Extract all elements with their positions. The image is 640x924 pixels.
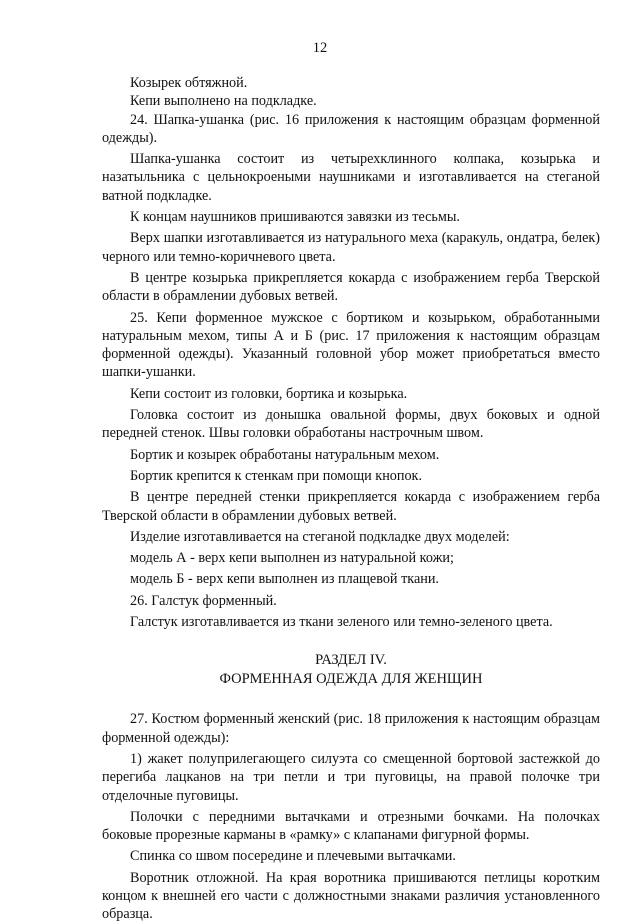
paragraph: модель Б - верх кепи выполнен из плащевой ткани. bbox=[130, 571, 439, 588]
paragraph: Кепи состоит из головки, бортика и козырька. bbox=[130, 385, 408, 402]
paragraph: В центре козырька прикрепляется кокарда с изображением герба Тверской области в обрамлении дубовых ветвей. bbox=[102, 269, 600, 305]
paragraph: Галстук изготавливается из ткани зеленого или темно-зеленого цвета. bbox=[130, 614, 553, 631]
paragraph: Бортик крепится к стенкам при помощи кнопок. bbox=[130, 467, 423, 484]
section-number: РАЗДЕЛ IV. bbox=[315, 652, 387, 669]
section-title: ФОРМЕННАЯ ОДЕЖДА ДЛЯ ЖЕНЩИН bbox=[219, 670, 483, 687]
paragraph: Воротник отложной. На края воротника пришиваются петлицы коротким концом к внешней его части с должностными знаками различия установленного образца. bbox=[102, 869, 600, 923]
paragraph: 27. Костюм форменный женский (рис. 18 приложения к настоящим образцам форменной одежды): bbox=[102, 711, 600, 746]
paragraph: 25. Кепи форменное мужское с бортиком и козырьком, обработанными натуральным мехом, типы А и Б (рис. 17 приложения к настоящим образцам форменной одежды). Указанный головной убор может приобретаться вместо шапки-ушанки. bbox=[102, 309, 600, 381]
paragraph: 1) жакет полуприлегающего силуэта со смещенной бортовой застежкой до перегиба лацканов на три петли и три пуговицы, на правой полочке три отделочные пуговицы. bbox=[102, 750, 600, 804]
paragraph: Кепи выполнено на подкладке. bbox=[130, 93, 317, 110]
section-heading bbox=[102, 651, 600, 688]
document-body bbox=[102, 74, 600, 924]
paragraph: Бортик и козырек обработаны натуральным мехом. bbox=[130, 446, 440, 463]
paragraph: Верх шапки изготавливается из натурального меха (каракуль, ондатра, белек) черного или темно-коричневого цвета. bbox=[102, 230, 600, 265]
paragraph: модель А - верх кепи выполнен из натуральной кожи; bbox=[130, 550, 454, 567]
paragraph: Изделие изготавливается на стеганой подкладке двух моделей: bbox=[130, 528, 510, 545]
paragraph: Спинка со швом посередине и плечевыми вытачками. bbox=[130, 848, 456, 865]
paragraph: К концам наушников пришиваются завязки из тесьмы. bbox=[130, 209, 460, 226]
paragraph: 26. Галстук форменный. bbox=[130, 592, 277, 609]
paragraph: Головка состоит из донышка овальной формы, двух боковых и одной передней стенок. Швы головки обработаны настрочным швом. bbox=[102, 407, 600, 442]
page-number: 12 bbox=[312, 40, 328, 56]
paragraph: Козырек обтяжной. bbox=[130, 75, 248, 91]
paragraph: В центре передней стенки прикрепляется кокарда с изображением герба Тверской области в обрамлении дубовых ветвей. bbox=[102, 489, 600, 524]
paragraph: 24. Шапка-ушанка (рис. 16 приложения к настоящим образцам форменной одежды). bbox=[102, 111, 600, 146]
paragraph: Полочки с передними вытачками и отрезными бочками. На полочках боковые прорезные карманы в «рамку» с клапанами фигурной формы. bbox=[102, 808, 600, 844]
paragraph: Шапка-ушанка состоит из четырехклинного колпака, козырька и назатыльника с цельнокроеными наушниками и изготавливается на стеганой ватной подкладке. bbox=[102, 151, 600, 204]
